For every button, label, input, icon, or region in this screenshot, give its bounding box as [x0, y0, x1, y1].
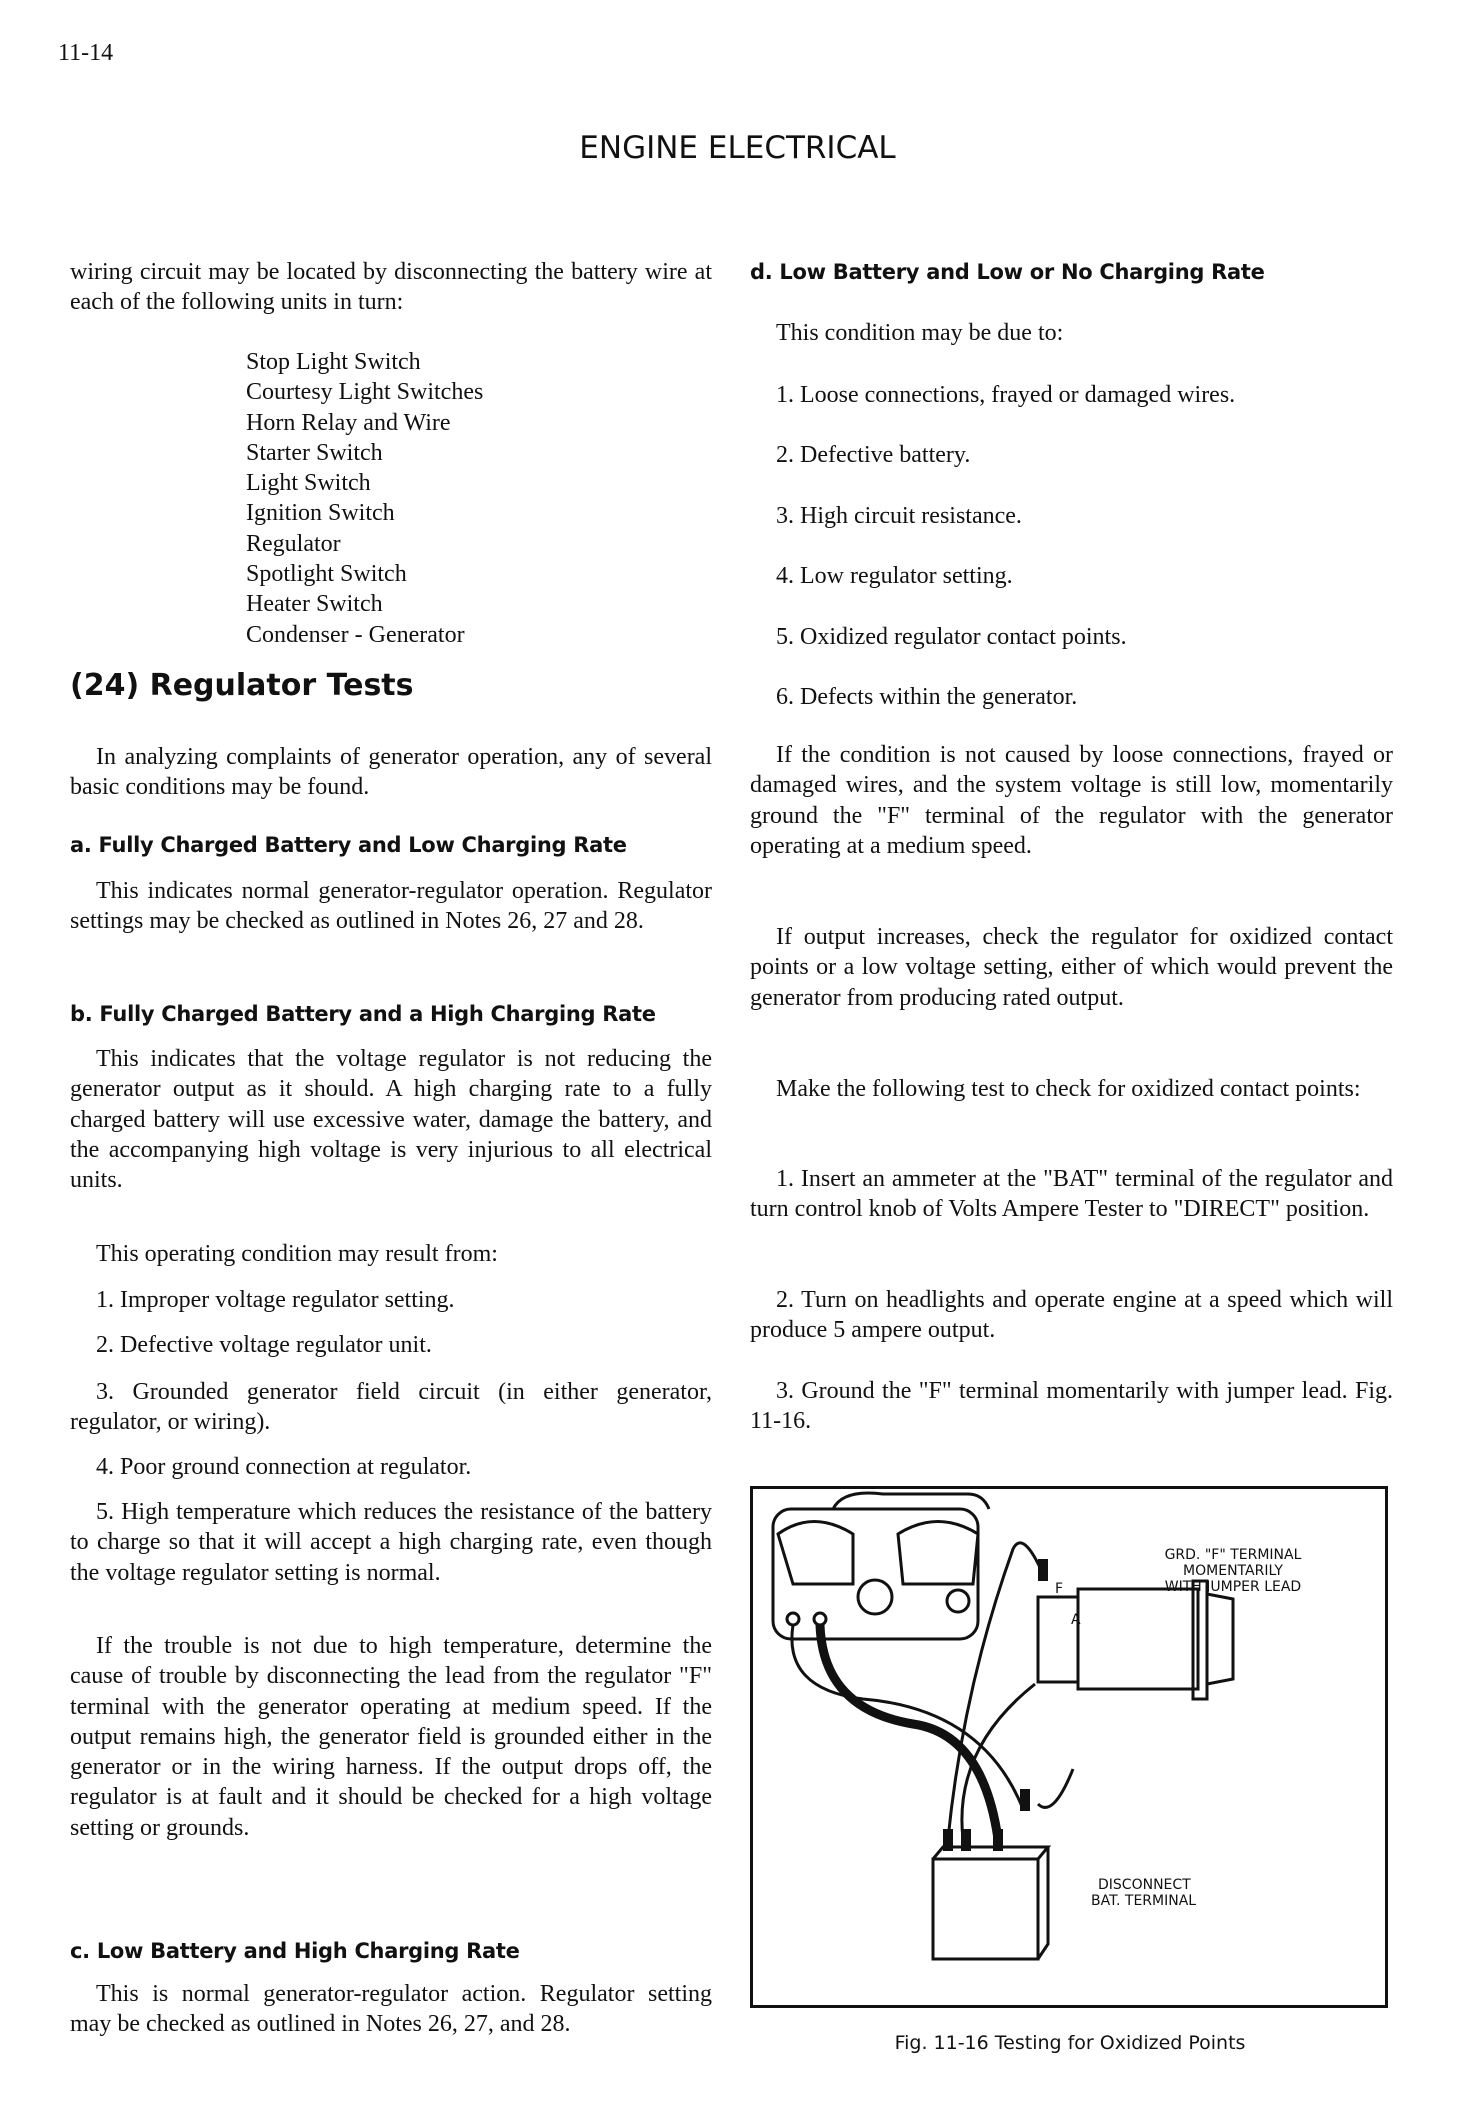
list-item: 4. Low regulator setting. [776, 563, 1013, 589]
ground-label-1: GRD. "F" TERMINAL [1164, 1547, 1302, 1563]
voltmeter-gauge [898, 1522, 978, 1585]
paragraph: This operating condition may result from: [96, 1241, 498, 1267]
terminal-a-label: A [1071, 1612, 1081, 1628]
list-item: 2. Turn on headlights and operate engine at a speed which will produce 5 ampere output. [750, 1287, 1393, 1344]
list-item: 2. Defective voltage regulator unit. [96, 1332, 432, 1358]
generator [1078, 1589, 1198, 1689]
section-title: (24) Regulator Tests [70, 668, 414, 703]
tester-handle [833, 1493, 989, 1509]
figure-illustration [750, 1486, 1388, 2008]
list-item: 5. Oxidized regulator contact points. [776, 624, 1127, 650]
paragraph: This condition may be due to: [776, 320, 1064, 346]
disconnect-label-1: DISCONNECT [1098, 1877, 1191, 1893]
list-item: Horn Relay and Wire [246, 409, 451, 436]
paragraph: If output increases, check the regulator for oxidized contact points or a low voltage setting, either of which would prevent the generator from producing rated output. [750, 924, 1393, 1011]
list-item: 6. Defects within the generator. [776, 684, 1078, 710]
tester-wiring-diagram [753, 1489, 1385, 2005]
paragraph: This is normal generator-regulator action. Regulator setting may be checked as outlined in Notes 26, 27, and 28. [70, 1981, 712, 2038]
list-item: Regulator [246, 530, 341, 557]
volt-ampere-tester [773, 1509, 978, 1639]
list-item: Courtesy Light Switches [246, 379, 484, 406]
regulator [933, 1859, 1038, 1959]
list-item: Spotlight Switch [246, 561, 407, 588]
field-terminal-block [1038, 1597, 1078, 1682]
paragraph: This indicates that the voltage regulator is not reducing the generator output as it should. A high charging rate to a fully charged battery will use excessive water, damage the battery, and the accompanying high voltage is very injurious to all electrical units. [70, 1046, 712, 1194]
list-item: Ignition Switch [246, 500, 395, 527]
list-item: Stop Light Switch [246, 349, 421, 375]
figure-caption: Fig. 11-16 Testing for Oxidized Points [894, 2032, 1246, 2054]
list-item: Heater Switch [246, 591, 383, 618]
list-item: Light Switch [246, 470, 371, 497]
list-item: 3. Grounded generator field circuit (in either generator, regulator, or wiring). [70, 1379, 712, 1436]
list-item: 1. Improper voltage regulator setting. [96, 1287, 455, 1313]
units-list [246, 347, 483, 650]
disconnect-label-2: BAT. TERMINAL [1091, 1893, 1197, 1909]
paragraph: If the condition is not caused by loose connections, frayed or damaged wires, and the system voltage is still low, momentarily ground the "F" terminal of the regulator with the generator operating at a medium speed. [750, 742, 1393, 859]
control-knob [858, 1580, 892, 1614]
ground-label-3: WITH JUMPER LEAD [1164, 1579, 1302, 1595]
list-item: 3. Ground the "F" terminal momentarily with jumper lead. Fig. 11-16. [750, 1378, 1393, 1435]
list-item: 4. Poor ground connection at regulator. [96, 1454, 472, 1480]
list-item: Condenser - Generator [246, 621, 465, 648]
list-item: Starter Switch [246, 439, 383, 466]
page-number: 11-14 [58, 40, 114, 66]
ammeter-gauge [778, 1522, 853, 1585]
ground-label-2: MOMENTARILY [1183, 1563, 1283, 1579]
paragraph: Make the following test to check for oxidized contact points: [776, 1076, 1361, 1102]
subheading-d: d. Low Battery and Low or No Charging Rate [750, 260, 1265, 284]
wire [1038, 1769, 1073, 1807]
paragraph: This indicates normal generator-regulator operation. Regulator settings may be checked as outlined in Notes 26, 27 and 28. [70, 878, 712, 935]
subheading-c: c. Low Battery and High Charging Rate [70, 1939, 520, 1963]
paragraph: In analyzing complaints of generator operation, any of several basic conditions may be found. [70, 744, 712, 801]
list-item: 1. Insert an ammeter at the "BAT" terminal of the regulator and turn control knob of Volts Ampere Tester to "DIRECT" position. [750, 1166, 1393, 1223]
list-item: 1. Loose connections, frayed or damaged wires. [776, 382, 1236, 408]
paragraph: If the trouble is not due to high temperature, determine the cause of trouble by disconnecting the lead from the regulator "F" terminal with the generator operating at medium speed. If the output remains high, the generator field is grounded either in the generator or in the wiring harness. If the output drops off, the regulator is at fault and it should be checked for a high voltage setting or grounds. [70, 1633, 712, 1841]
terminal-f-label: F [1055, 1581, 1064, 1597]
list-item: 2. Defective battery. [776, 442, 971, 468]
list-item: 5. High temperature which reduces the resistance of the battery to charge so that it will accept a high charging rate, even though the voltage regulator setting is normal. [70, 1499, 712, 1586]
ammeter-lead [820, 1625, 998, 1839]
page-header: ENGINE ELECTRICAL [579, 130, 896, 166]
subheading-a: a. Fully Charged Battery and Low Charging Rate [70, 833, 627, 857]
subheading-b: b. Fully Charged Battery and a High Charging Rate [70, 1002, 656, 1026]
intro-paragraph: wiring circuit may be located by disconnecting the battery wire at each of the following units in turn: [70, 259, 712, 316]
list-item: 3. High circuit resistance. [776, 503, 1022, 529]
